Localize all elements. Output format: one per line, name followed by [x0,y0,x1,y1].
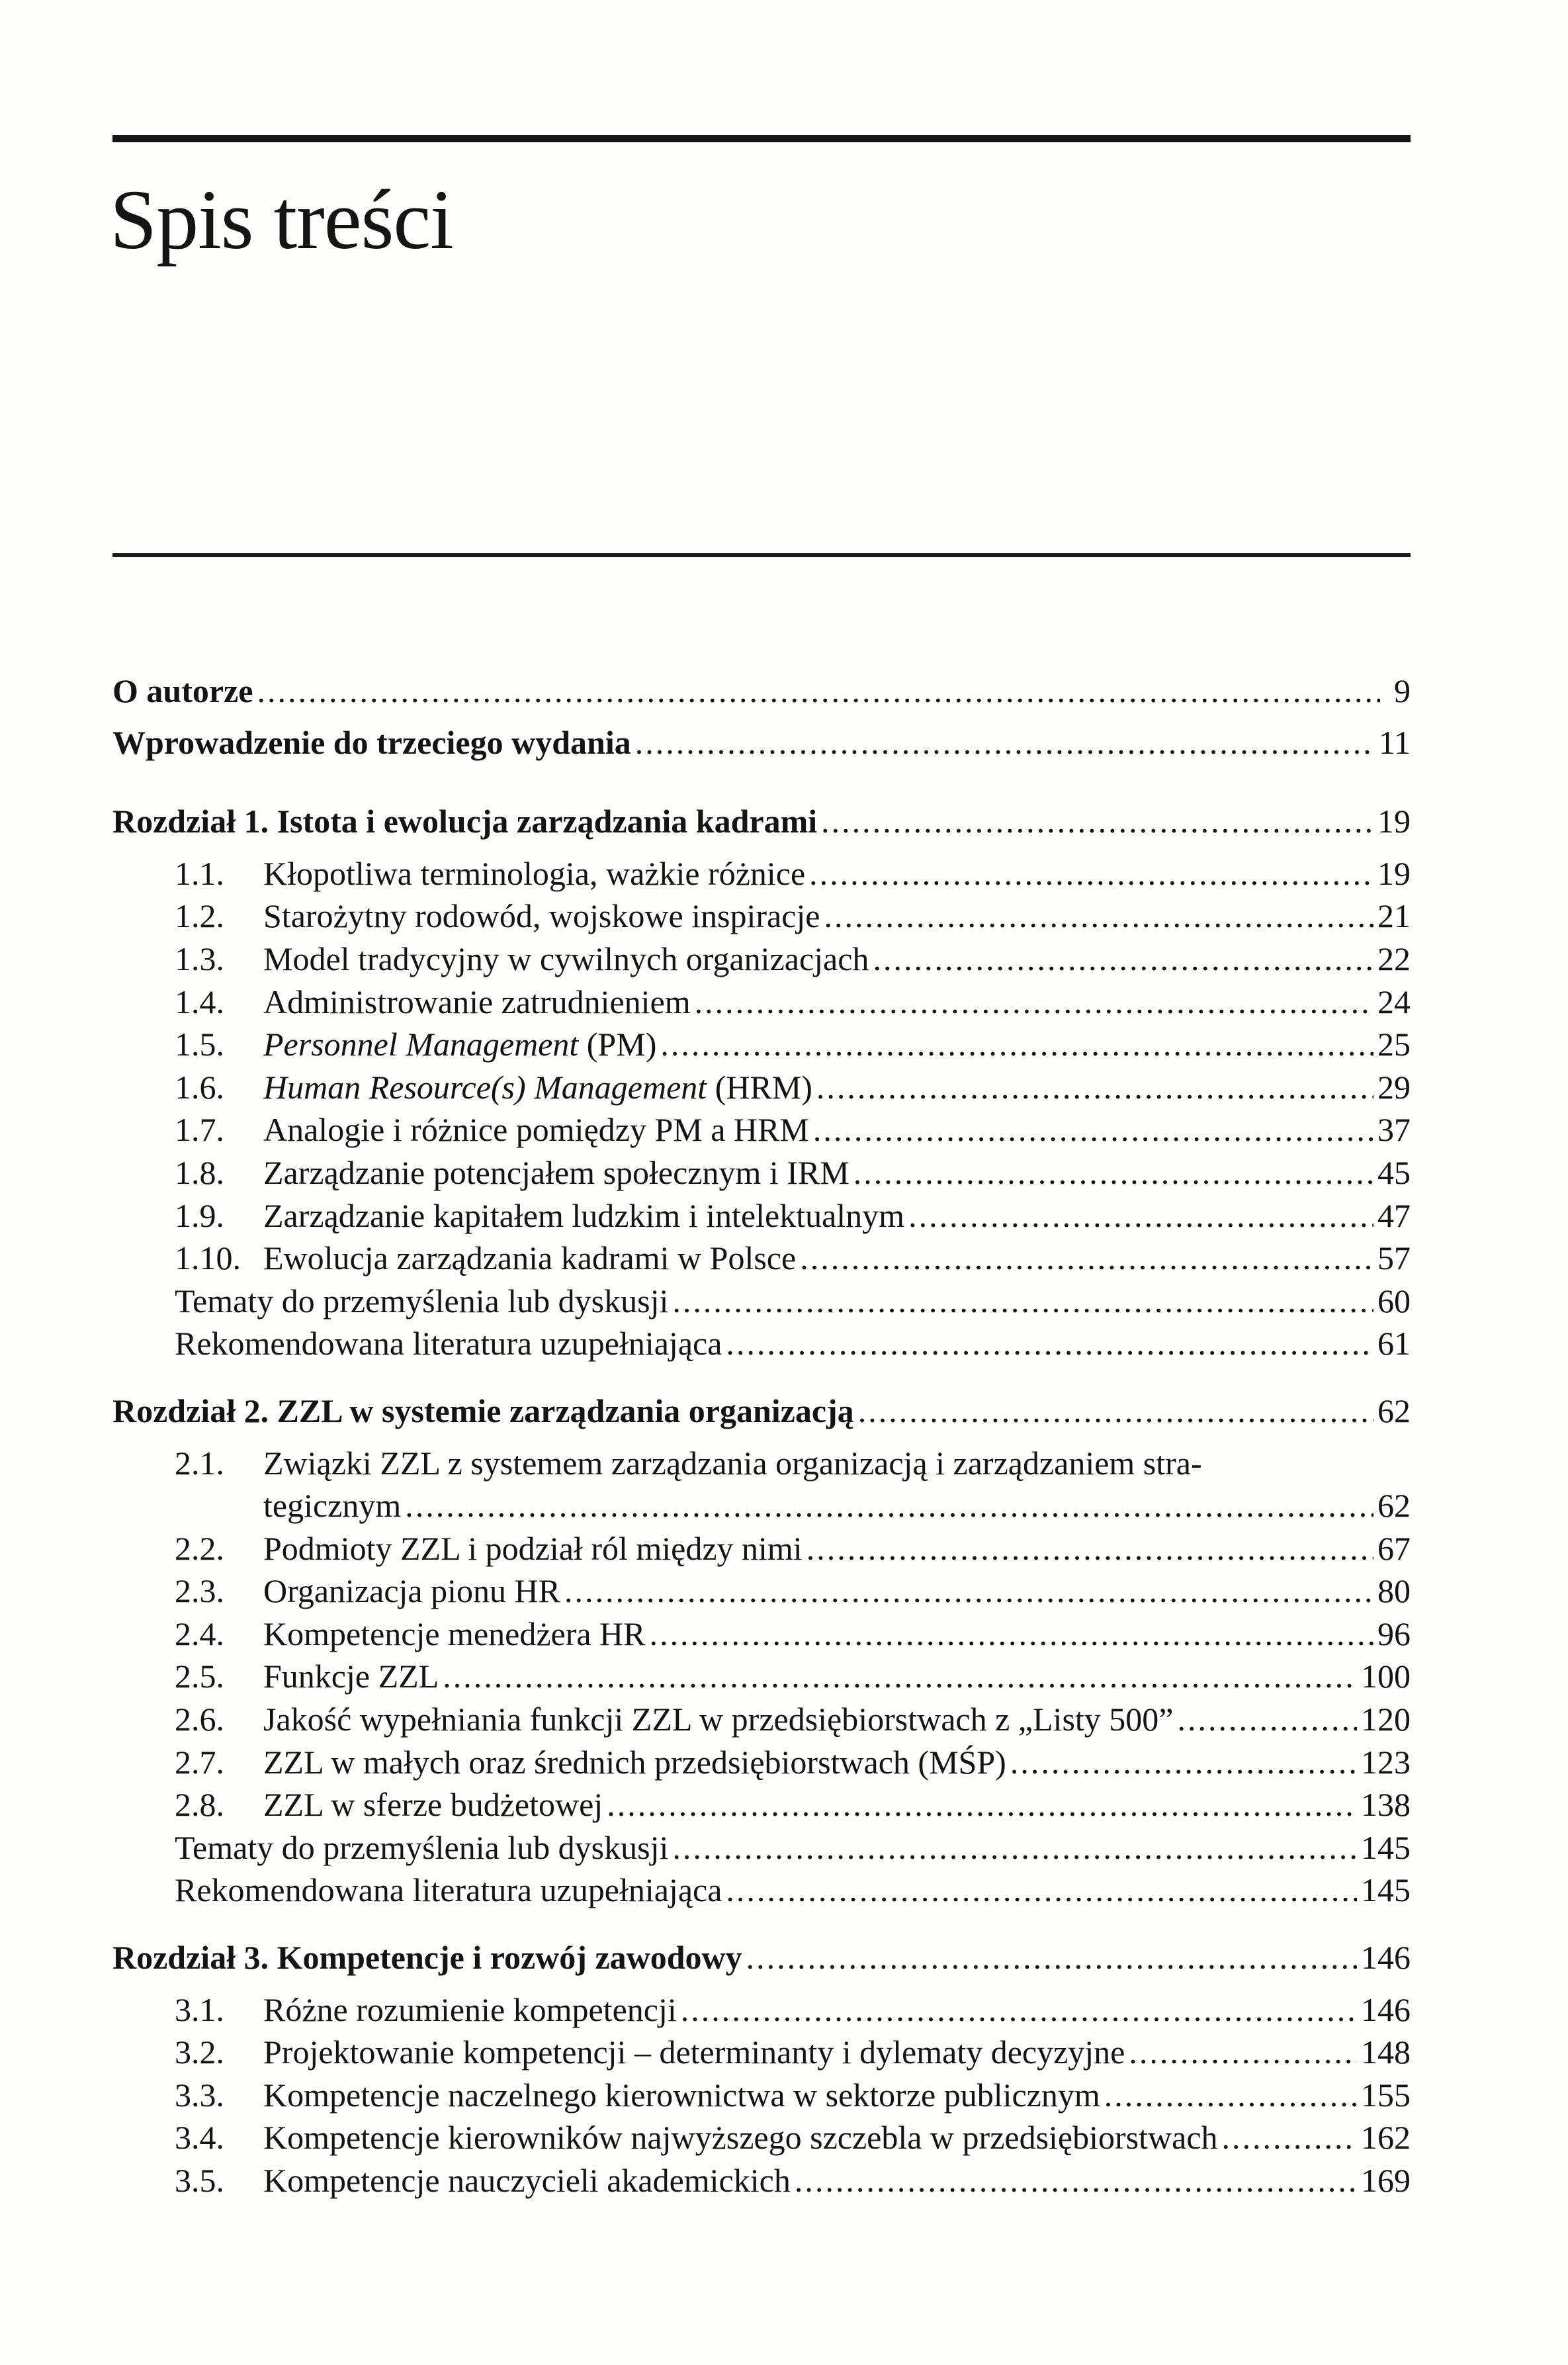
dot-leader [257,670,1380,713]
page-number: 37 [1377,1111,1411,1149]
section-title-text: Związki ZZL z systemem zarządzania organizacją i zarządzaniem stra- [263,1444,1202,1482]
section-title [263,852,805,895]
page-number: 162 [1361,2119,1411,2157]
section-title-text: Funkcje ZZL [263,1658,439,1695]
page-number: 24 [1377,983,1411,1020]
section-title [263,895,820,938]
page-number: 19 [1377,803,1411,840]
table-of-contents [112,670,1411,2202]
dot-leader [726,1869,1357,1912]
section-title-text: Kłopotliwa terminologia, ważkie różnice [263,854,806,892]
section-number: 1.4. [175,983,224,1020]
dot-leader [1104,2074,1357,2117]
section-title-text: Kompetencje naczelnego kierownictwa w sektorze publicznym [263,2076,1100,2114]
section-title-text: Zarządzanie kapitałem ludzkim i intelektualnym [263,1196,905,1234]
toc-section[interactable] [112,1655,1411,1698]
toc-extra[interactable] [112,1826,1411,1869]
dot-leader [1129,2031,1357,2074]
section-title [263,1741,1006,1784]
toc-section-continuation[interactable] [112,1484,1411,1527]
page-number: 100 [1361,1658,1411,1695]
section-title-text: Różne rozumienie kompetencji [263,1990,677,2028]
dot-leader [635,721,1375,764]
title-rule [112,553,1411,557]
toc-chapter-heading[interactable] [112,1936,1411,1979]
section-number: 2.8. [175,1786,224,1824]
toc-section[interactable] [112,1151,1411,1194]
page-number: 61 [1377,1325,1411,1362]
extra-title: Tematy do przemyślenia lub dyskusji [175,1828,669,1866]
toc-section[interactable] [112,1066,1411,1109]
section-title-text: (HRM) [707,1068,812,1106]
section-number: 2.5. [175,1658,224,1695]
dot-leader [821,800,1373,843]
dot-leader [746,1936,1357,1979]
dot-leader [1178,1698,1358,1741]
section-title-italic: Personnel Management [263,1026,579,1063]
chapter-title: Rozdział 2. ZZL w systemie zarządzania organizacją [112,1392,854,1429]
dot-leader [1222,2116,1357,2159]
section-number: 2.1. [175,1444,224,1482]
section-title-text: ZZL w sferze budżetowej [263,1786,603,1824]
section-title-text: Kompetencje kierowników najwyższego szczebla w przedsiębiorstwach [263,2119,1218,2157]
section-title [263,1066,812,1109]
section-number: 1.2. [175,897,224,935]
dot-leader [660,1023,1373,1066]
section-title-text: Zarządzanie potencjałem społecznym i IRM [263,1153,849,1191]
extra-title: Tematy do przemyślenia lub dyskusji [175,1282,669,1319]
toc-section[interactable] [112,981,1411,1024]
page-number: 29 [1377,1068,1411,1106]
section-number: 1.7. [175,1111,224,1149]
extra-title: Rekomendowana literatura uzupełniająca [175,1871,722,1909]
dot-leader [726,1322,1373,1365]
dot-leader [443,1655,1357,1698]
page-number: 57 [1377,1239,1411,1277]
dot-leader [672,1280,1373,1323]
dot-leader [650,1613,1373,1656]
section-title [263,1988,677,2031]
toc-section[interactable] [112,895,1411,938]
section-title-text: Kompetencje nauczycieli akademickich [263,2162,791,2199]
section-title [263,2074,1100,2117]
toc-section[interactable] [112,1108,1411,1151]
toc-section[interactable] [112,1698,1411,1741]
section-number: 3.4. [175,2119,224,2157]
dot-leader [873,938,1373,981]
page-number: 138 [1361,1786,1411,1824]
page-number: 145 [1361,1871,1411,1909]
section-title-text: (PM) [578,1026,657,1063]
toc-section[interactable] [112,1023,1411,1066]
toc-section[interactable] [112,938,1411,981]
page-number: 120 [1361,1701,1411,1738]
page-number: 146 [1361,1939,1411,1977]
page-number: 11 [1378,723,1411,761]
section-title [263,1527,803,1570]
chapter-title: Rozdział 1. Istota i ewolucja zarządzania kadrami [112,803,818,840]
section-number: 3.3. [175,2076,224,2114]
toc-entry-front[interactable] [112,670,1411,713]
section-title-text: ZZL w małych oraz średnich przedsiębiorstwach (MŚP) [263,1743,1006,1781]
dot-leader [858,1390,1373,1433]
section-number: 3.1. [175,1990,224,2028]
section-title-text: Model tradycyjny w cywilnych organizacjach [263,940,869,977]
section-title [263,2159,791,2202]
section-title [263,1698,1174,1741]
section-number: 2.2. [175,1529,224,1567]
section-title-text: Kompetencje menedżera HR [263,1615,646,1652]
chapter-title: Rozdział 3. Kompetencje i rozwój zawodowy [112,1939,742,1977]
section-title [263,1237,796,1280]
section-title-text: Administrowanie zatrudnieniem [263,983,691,1020]
section-title [263,1108,809,1151]
page-number: 62 [1377,1487,1411,1525]
page-number: 67 [1377,1529,1411,1567]
section-title-text: Analogie i różnice pomiędzy PM a HRM [263,1111,809,1149]
page-number: 19 [1377,854,1411,892]
toc-section[interactable] [112,1988,1411,2031]
toc-extra[interactable] [112,1869,1411,1912]
page-number: 25 [1377,1026,1411,1063]
section-number: 2.7. [175,1743,224,1781]
page-number: 169 [1361,2162,1411,2199]
toc-section[interactable] [112,852,1411,895]
entry-title: O autorze [112,672,253,709]
section-title-text: Starożytny rodowód, wojskowe inspiracje [263,897,820,935]
section-title [263,2031,1125,2074]
dot-leader [853,1151,1373,1194]
top-rule [112,135,1411,142]
section-title [263,2116,1218,2159]
section-number: 3.2. [175,2033,224,2071]
page-number: 146 [1361,1990,1411,2028]
dot-leader [405,1484,1373,1527]
section-title [263,1194,904,1237]
page-number: 45 [1377,1153,1411,1191]
toc-chapter-heading[interactable] [112,800,1411,843]
section-title-italic: Human Resource(s) Management [263,1068,707,1106]
page-number: 80 [1377,1572,1411,1610]
dot-leader [607,1783,1357,1826]
section-title-text: Ewolucja zarządzania kadrami w Polsce [263,1239,797,1277]
section-title [263,1442,1202,1485]
section-title-cont: tegicznym [263,1487,402,1525]
dot-leader [800,1237,1373,1280]
section-number: 3.5. [175,2162,224,2199]
page-title: Spis treści [110,173,453,267]
dot-leader [695,981,1373,1024]
section-number: 1.8. [175,1153,224,1191]
section-title [263,1783,603,1826]
section-title [263,1570,560,1613]
dot-leader [813,1108,1373,1151]
dot-leader [564,1570,1373,1613]
section-number: 2.4. [175,1615,224,1652]
page-number: 145 [1361,1828,1411,1866]
toc-section[interactable] [112,1194,1411,1237]
section-number: 2.6. [175,1701,224,1738]
section-title-text: Organizacja pionu HR [263,1572,560,1610]
toc-section[interactable] [112,1741,1411,1784]
toc-extra[interactable] [112,1322,1411,1365]
section-number: 1.1. [175,854,224,892]
section-title-text: Podmioty ZZL i podział ról między nimi [263,1529,803,1567]
dot-leader [672,1826,1357,1869]
section-title [263,1023,656,1066]
dot-leader [816,1066,1373,1109]
page-number: 9 [1394,672,1411,709]
section-title [263,938,869,981]
dot-leader [795,2159,1357,2202]
section-number: 1.10. [175,1239,241,1277]
dot-leader [1010,1741,1357,1784]
section-number: 1.9. [175,1196,224,1234]
toc-section[interactable] [112,1527,1411,1570]
toc-section[interactable] [112,1783,1411,1826]
page-number: 60 [1377,1282,1411,1319]
toc-section[interactable] [112,2031,1411,2074]
toc-entry-front[interactable] [112,721,1411,764]
page-number: 62 [1377,1392,1411,1429]
section-title [263,1613,646,1656]
section-title [263,1655,439,1698]
page-number: 155 [1361,2076,1411,2114]
toc-chapter-heading[interactable] [112,1390,1411,1433]
page-number: 47 [1377,1196,1411,1234]
dot-leader [806,1527,1373,1570]
section-number: 1.3. [175,940,224,977]
toc-section[interactable] [112,1442,1411,1485]
toc-section[interactable] [112,2116,1411,2159]
toc-section[interactable] [112,1613,1411,1656]
section-number: 1.5. [175,1026,224,1063]
page-number: 123 [1361,1743,1411,1781]
page-number: 21 [1377,897,1411,935]
section-title-text: Projektowanie kompetencji – determinanty i dylematy decyzyjne [263,2033,1125,2071]
dot-leader [908,1194,1373,1237]
toc-section[interactable] [112,1237,1411,1280]
section-title [263,981,691,1024]
dot-leader [824,895,1373,938]
page-number: 148 [1361,2033,1411,2071]
toc-section[interactable] [112,1570,1411,1613]
section-title-text: Jakość wypełniania funkcji ZZL w przedsiębiorstwach z „Listy 500” [263,1701,1174,1738]
section-number: 1.6. [175,1068,224,1106]
page-number: 96 [1377,1615,1411,1652]
toc-section[interactable] [112,2074,1411,2117]
toc-extra[interactable] [112,1280,1411,1323]
section-number: 2.3. [175,1572,224,1610]
page-number: 22 [1377,940,1411,977]
toc-section[interactable] [112,2159,1411,2202]
extra-title: Rekomendowana literatura uzupełniająca [175,1325,722,1362]
dot-leader [681,1988,1357,2031]
entry-title: Wprowadzenie do trzeciego wydania [112,723,631,761]
dot-leader [809,852,1373,895]
section-title [263,1151,849,1194]
